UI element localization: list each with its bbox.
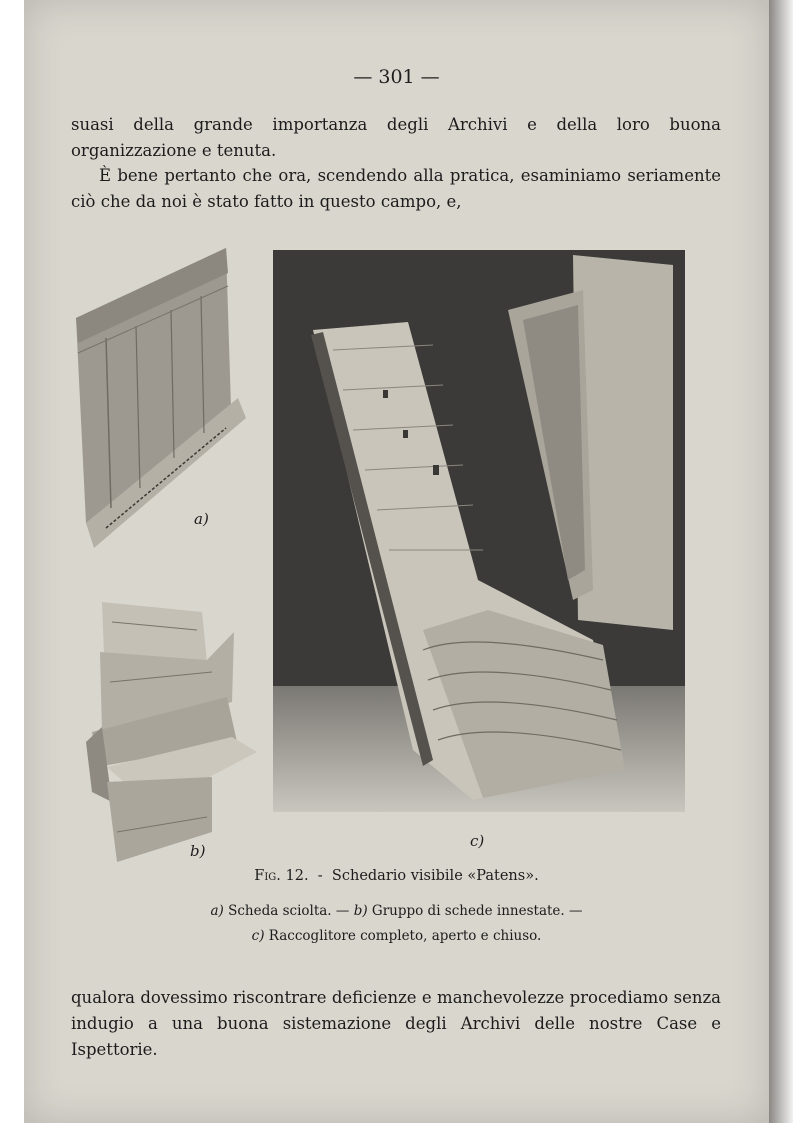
legend-b-text: Gruppo di schede innestate. — <box>371 903 583 919</box>
figure-legend-line-1 <box>24 903 769 919</box>
legend-a-text: Scheda sciolta. — <box>228 903 350 919</box>
book-page <box>24 0 769 1123</box>
legend-a-letter: a) <box>210 903 224 919</box>
page-number: — 301 — <box>353 66 440 88</box>
legend-b-letter: b) <box>353 903 368 919</box>
photo-complete-binder <box>273 250 685 812</box>
photo-loose-card <box>76 248 256 568</box>
figure-label-a: a) <box>194 510 209 528</box>
paragraph-2: È bene pertanto che ora, scendendo alla pratica, esaminiamo seriamente ciò che da noi è stato fatto in questo campo, e, <box>71 166 721 211</box>
page-edge-shadow <box>769 0 793 1123</box>
paragraph-3: qualora dovessimo riscontrare deficienze e manchevolezze procediamo senza indugio a una buona sistemazione degli Archivi delle nostre Case e Ispettorie. <box>71 988 721 1059</box>
figure-caption-prefix: Fig. 12. <box>254 868 309 884</box>
legend-c-text: Raccoglitore completo, aperto e chiuso. <box>268 928 542 944</box>
figure-label-b: b) <box>190 842 206 860</box>
photo-card-group <box>62 602 262 872</box>
paragraph-1: suasi della grande importanza degli Archivi e della loro buona organizzazione e tenuta. <box>71 115 721 160</box>
figure-label-c: c) <box>470 832 485 850</box>
figure-caption-title: Schedario visibile «Patens». <box>331 868 539 884</box>
figure-caption: Fig. 12. - Schedario visibile «Patens». <box>254 868 539 884</box>
legend-c-letter: c) <box>251 928 265 944</box>
figure-legend-line-2 <box>24 928 769 944</box>
